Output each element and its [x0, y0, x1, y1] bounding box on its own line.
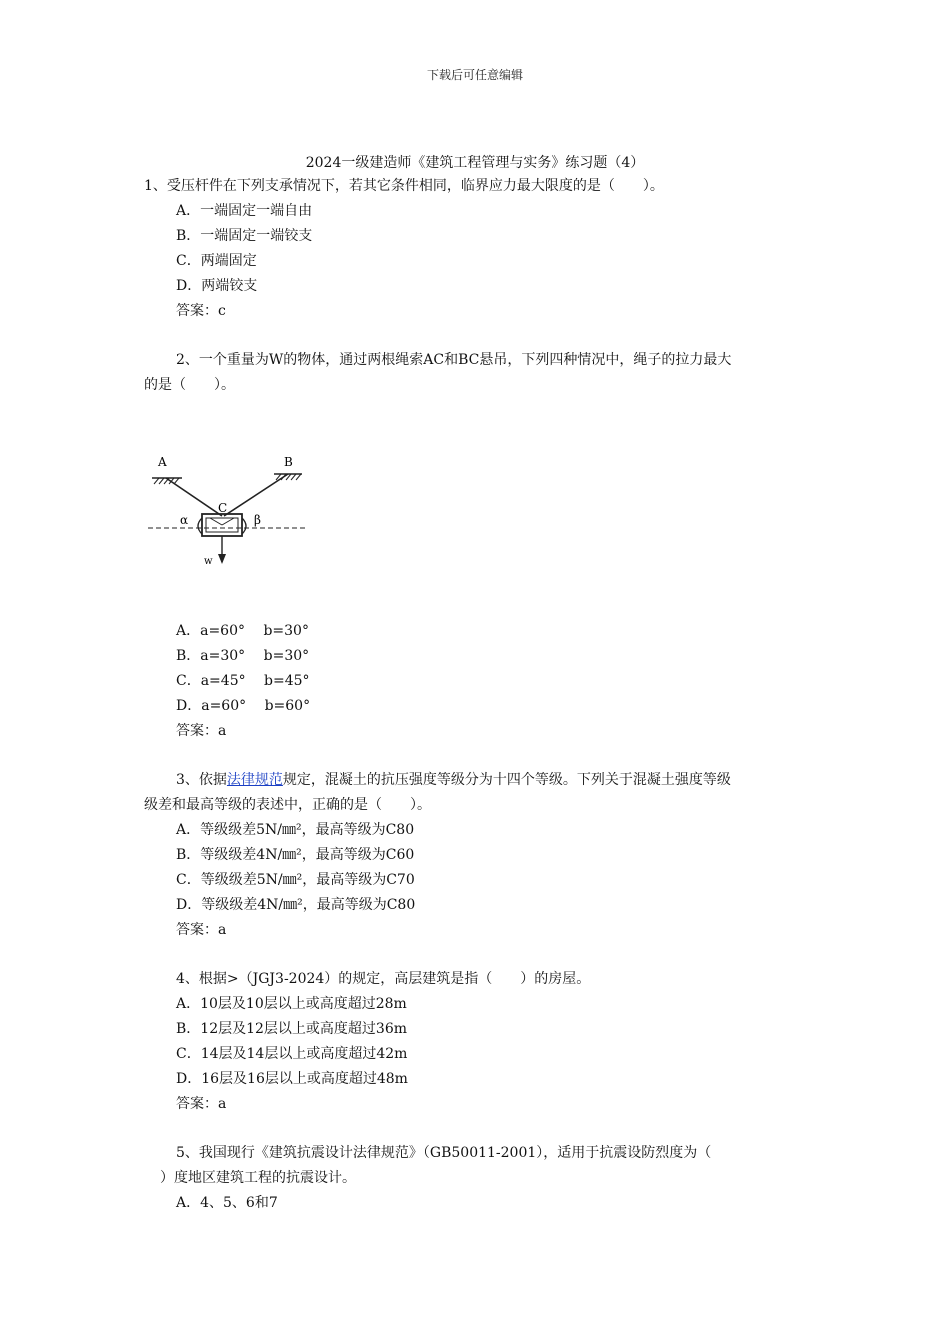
page-header: 下载后可任意编辑: [426, 68, 523, 82]
q4-answer: 答案：a: [176, 1096, 227, 1112]
q5-option-a: A．4、5、6和7: [176, 1195, 278, 1211]
q1-stem: 1、受压杆件在下列支承情况下，若其它条件相同，临界应力最大限度的是（ ）。: [144, 178, 664, 194]
label-alpha: α: [180, 513, 189, 527]
q4-stem: 4、根据>（JGJ3-2024）的规定，高层建筑是指（ ）的房屋。: [176, 971, 591, 987]
label-b: B: [284, 455, 293, 469]
label-c: C: [218, 501, 228, 515]
q3-stem-suffix: 规定，混凝土的抗压强度等级分为十四个等级。下列关于混凝土强度等级: [282, 772, 731, 788]
q3-answer: 答案：a: [176, 922, 227, 938]
q2-option-a: A．a=60° b=30°: [176, 623, 309, 639]
q4-option-c: C．14层及14层以上或高度超过42m: [176, 1046, 408, 1062]
q2-stem-line2: 的是（ ）。: [144, 377, 235, 393]
q2-option-b: B．a=30° b=30°: [176, 648, 310, 664]
label-w: w: [204, 556, 213, 567]
label-a: A: [158, 455, 167, 469]
regulation-link[interactable]: 法律规范: [226, 772, 283, 788]
q3-stem-line2: 级差和最高等级的表述中，正确的是（ ）。: [144, 797, 431, 813]
q3-option-a: A．等级级差5N/㎜²，最高等级为C80: [176, 822, 415, 838]
document-title: 2024一级建造师《建筑工程管理与实务》练习题（4）: [305, 155, 645, 171]
q2-option-d: D．a=60° b=60°: [176, 698, 311, 714]
q4-option-a: A．10层及10层以上或高度超过28m: [176, 996, 407, 1012]
rope-ac: [166, 478, 222, 516]
q2-answer: 答案：a: [176, 723, 227, 739]
q1-option-a: A．一端固定一端自由: [176, 203, 313, 219]
q3-option-b: B．等级级差4N/㎜²，最高等级为C60: [176, 847, 415, 863]
rope-bc: [224, 474, 288, 516]
q5-stem-line1: 5、我国现行《建筑抗震设计法律规范》（GB50011-2001），适用于抗震设防烈度为（: [176, 1145, 712, 1161]
q1-option-c: C．两端固定: [176, 253, 257, 269]
q4-option-d: D．16层及16层以上或高度超过48m: [176, 1071, 408, 1087]
suspension-diagram: [144, 446, 312, 570]
q3-stem-line1: [176, 771, 731, 789]
q1-option-d: D．两端铰支: [176, 278, 258, 294]
q4-option-b: B．12层及12层以上或高度超过36m: [176, 1021, 408, 1037]
q2-option-c: C．a=45° b=45°: [176, 673, 310, 689]
q5-stem-line2: ）度地区建筑工程的抗震设计。: [160, 1170, 356, 1186]
q3-stem-prefix: 3、依据: [176, 772, 227, 788]
label-beta: β: [254, 513, 261, 527]
q1-option-b: B．一端固定一端铰支: [176, 228, 313, 244]
q1-answer: 答案：c: [176, 303, 226, 319]
q3-option-c: C．等级级差5N/㎜²，最高等级为C70: [176, 872, 415, 888]
q3-option-d: D．等级级差4N/㎜²，最高等级为C80: [176, 897, 416, 913]
q2-stem-line1: 2、一个重量为W的物体，通过两根绳索AC和BC悬吊，下列四种情况中，绳子的拉力最大: [176, 352, 732, 368]
